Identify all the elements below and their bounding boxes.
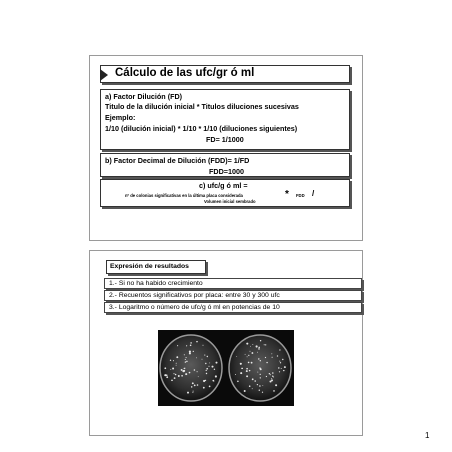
colony-dot	[193, 351, 194, 352]
colony-dot	[202, 359, 203, 360]
colony-dot	[241, 368, 243, 370]
colony-dot	[248, 355, 249, 356]
list-item: 3.- Logaritmo o número de ufc/g ó ml en potencias de 10	[104, 302, 362, 313]
colony-dot	[245, 354, 246, 355]
results-title: Expresión de resultados	[110, 263, 189, 270]
colony-dot	[272, 376, 273, 377]
colony-dot	[254, 380, 256, 382]
colony-dot	[262, 385, 263, 386]
fd-example: 1/10 (dilución inicial) * 1/10 * 1/10 (diluciones siguientes)	[105, 124, 298, 133]
colony-dot	[185, 373, 187, 375]
colony-dot	[183, 370, 185, 372]
colony-dot	[216, 362, 218, 364]
colony-dot	[236, 356, 237, 357]
ufc-fdd: FDD	[296, 193, 305, 198]
colony-dot	[279, 349, 280, 350]
ufc-multiply-sign: *	[285, 189, 289, 200]
colony-dot	[176, 365, 177, 366]
colony-dot	[271, 378, 272, 379]
colony-dot	[266, 362, 267, 363]
colony-dot	[235, 374, 236, 375]
colony-dot	[252, 388, 253, 389]
colony-dot	[246, 343, 248, 345]
slide-resultados	[89, 250, 363, 436]
colony-dot	[209, 362, 210, 363]
colony-dot	[257, 384, 258, 385]
colony-dot	[240, 363, 242, 365]
colony-dot	[251, 362, 253, 364]
colony-dot	[204, 355, 205, 356]
colony-dot	[186, 361, 188, 363]
factor-decimal-box	[100, 153, 350, 177]
ufc-numerator: nº de colonias significativas en la última placa considerada	[125, 193, 243, 198]
colony-dot	[214, 369, 215, 370]
colony-dot	[248, 362, 250, 364]
colony-dot	[184, 368, 185, 369]
colony-dot	[173, 373, 174, 374]
colony-dot	[189, 351, 191, 353]
colony-dot	[175, 374, 177, 376]
petri-dishes-photo	[158, 330, 294, 406]
colony-dot	[271, 353, 272, 354]
fd-result: FD= 1/1000	[206, 135, 244, 144]
fdd-result: FDD=1000	[209, 167, 244, 176]
colony-dot	[277, 355, 278, 356]
colony-dot	[246, 368, 248, 370]
colony-dot	[194, 385, 196, 387]
colony-dot	[164, 367, 166, 369]
colony-dot	[284, 366, 286, 368]
colony-dot	[279, 371, 280, 372]
colony-dot	[283, 370, 284, 371]
factor-dilucion-box	[100, 89, 350, 150]
colony-dot	[260, 377, 261, 378]
colony-dot	[273, 377, 274, 378]
colony-dot	[171, 379, 173, 381]
colony-dot	[197, 384, 199, 386]
colony-dot	[205, 363, 206, 364]
colony-dot	[212, 366, 213, 367]
colony-dot	[262, 392, 263, 393]
colony-dot	[203, 387, 205, 389]
colony-dot	[282, 359, 283, 360]
fdd-heading: b) Factor Decimal de Dilución (FDD)= 1/FD	[105, 156, 250, 165]
colony-dot	[272, 357, 273, 358]
colony-dot	[185, 359, 186, 360]
colony-dot	[176, 363, 177, 364]
colony-dot	[170, 360, 171, 361]
colony-dot	[181, 375, 183, 377]
colony-dot	[275, 384, 277, 386]
colony-dot	[259, 385, 261, 387]
colony-dot	[264, 344, 265, 345]
colony-dot	[189, 372, 191, 374]
colony-dot	[190, 342, 192, 344]
colony-dot	[260, 340, 261, 341]
colony-dot	[187, 392, 189, 394]
colony-dot	[258, 348, 260, 350]
slide-title: Cálculo de las ufc/gr ó ml	[115, 67, 255, 79]
colony-dot	[281, 368, 282, 369]
colony-dot	[270, 374, 271, 375]
colony-dot	[249, 385, 251, 387]
colony-dot	[247, 356, 248, 357]
colony-dot	[206, 373, 207, 374]
colony-dot	[186, 345, 187, 346]
colony-dot	[251, 352, 253, 354]
colony-dot	[244, 390, 246, 392]
colony-dot	[250, 351, 251, 352]
colony-dot	[250, 346, 251, 347]
title-arrow-icon	[100, 69, 108, 81]
list-item: 2.- Recuentos significativos por placa: entre 30 y 300 ufc	[104, 290, 362, 301]
colony-dot	[257, 352, 258, 353]
colony-dot	[174, 377, 176, 379]
colony-dot	[249, 370, 250, 371]
colony-dot	[191, 386, 193, 388]
colony-dot	[184, 354, 185, 355]
colony-dot	[181, 369, 183, 371]
colony-dot	[208, 366, 209, 367]
colony-dot	[259, 367, 260, 368]
colony-dot	[260, 360, 261, 361]
colony-dot	[203, 345, 204, 346]
ufc-divide-sign: /	[312, 189, 315, 198]
colony-dot	[192, 382, 194, 384]
ufc-heading: c) ufc/g ó ml =	[199, 181, 248, 190]
slide-calculo	[89, 55, 363, 241]
results-title-box	[106, 260, 206, 274]
colony-dot	[257, 372, 258, 373]
colony-dot	[196, 341, 198, 343]
colony-dot	[209, 386, 211, 388]
colony-dot	[206, 368, 208, 370]
colony-dot	[176, 356, 178, 358]
colony-dot	[206, 370, 207, 371]
colony-dot	[266, 376, 267, 377]
colony-dot	[260, 374, 261, 375]
list-item: 1.- Si no ha habido crecimiento	[104, 278, 362, 289]
colony-dot	[197, 371, 198, 372]
colony-dot	[237, 381, 239, 383]
colony-dot	[246, 370, 248, 372]
colony-dot	[280, 362, 281, 363]
colony-dot	[173, 360, 174, 361]
colony-dot	[240, 372, 242, 374]
colony-dot	[189, 352, 191, 354]
colony-dot	[256, 345, 258, 347]
colony-dot	[265, 357, 266, 358]
colony-dot	[194, 369, 196, 371]
fd-definition: Titulo de la dilución inicial * Titulos diluciones sucesivas	[105, 102, 299, 111]
colony-dot	[190, 345, 192, 347]
fd-example-label: Ejemplo:	[105, 113, 136, 122]
colony-dot	[278, 367, 279, 368]
colony-dot	[269, 373, 270, 374]
colony-dot	[166, 376, 168, 378]
colony-dot	[198, 376, 199, 377]
colony-dot	[186, 357, 187, 358]
colony-dot	[196, 357, 197, 358]
slide-title-box	[100, 65, 350, 83]
colony-dot	[193, 391, 194, 392]
colony-dot	[215, 375, 217, 377]
colony-dot	[164, 374, 166, 376]
colony-dot	[252, 378, 254, 380]
colony-dot	[185, 361, 186, 362]
colony-dot	[273, 390, 275, 392]
colony-dot	[252, 344, 253, 345]
colony-dot	[269, 380, 271, 382]
colony-dot	[265, 344, 266, 345]
results-list	[104, 278, 362, 314]
colony-dot	[177, 345, 178, 346]
colony-dot	[258, 347, 260, 349]
colony-dot	[207, 356, 208, 357]
colony-dot	[272, 372, 274, 374]
colony-dot	[279, 361, 280, 362]
colony-dot	[170, 369, 171, 370]
colony-dot	[205, 380, 206, 381]
colony-dot	[246, 375, 248, 377]
ufc-formula-box	[100, 179, 350, 207]
colony-dot	[213, 381, 214, 382]
fd-heading: a) Factor Dilución (FD)	[105, 92, 183, 101]
colony-dot	[178, 375, 180, 377]
colony-dot	[259, 390, 260, 391]
colony-dot	[172, 368, 174, 370]
colony-dot	[258, 358, 259, 359]
colony-dot	[192, 392, 193, 393]
page-number: 1	[425, 431, 430, 440]
ufc-denominator: Volumen inicial sembrado	[204, 199, 256, 204]
